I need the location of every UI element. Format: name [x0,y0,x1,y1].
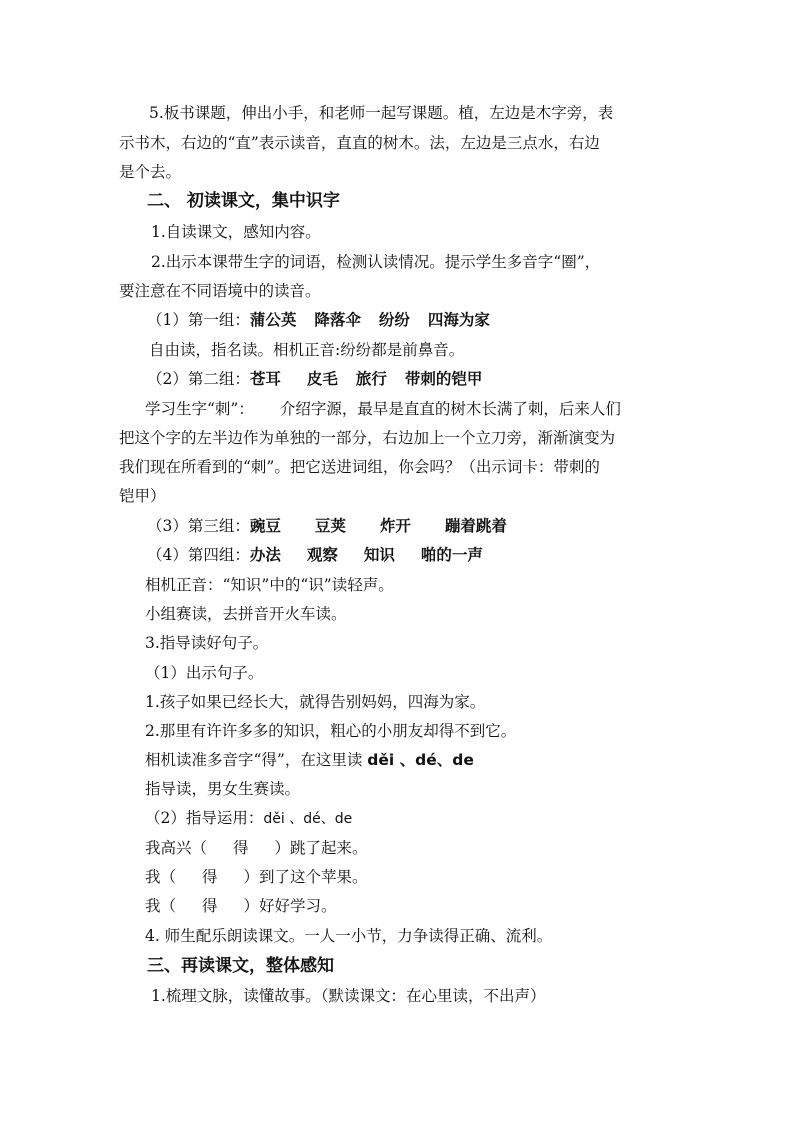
pinyin-readings: děi 、dé、de [367,751,474,769]
paragraph-line [145,808,352,829]
paragraph-line: 铠甲） [119,487,166,505]
paragraph-line: 5.板书课题，伸出小手，和老师一起写课题。植，左边是木字旁，表 [149,104,614,122]
paragraph-line: 示书木，右边的“直”表示读音，直直的树木。法，左边是三点水，右边 [119,134,600,152]
word-group-2 [147,369,482,389]
paragraph-line: 4. 师生配乐朗读课文。一人一小节，力争读得正确、流利。 [145,927,553,945]
text-run: 我（ [145,897,177,915]
blank-answer: 得 [233,839,249,857]
fill-in-sentence [145,838,368,858]
vocab-word: 四海为家 [427,310,490,329]
vocab-word: 蒲公英 [249,310,297,329]
vocab-word: 豌豆 [249,516,281,535]
section-heading: 三、再读课文，整体感知 [147,956,334,976]
paragraph-line: 2.出示本课带生字的词语，检测认读情况。提示学生多音字“圈”， [151,253,601,271]
vocab-word: 豆荚 [314,516,346,535]
paragraph-line: 相机正音：“知识”中的“识”读轻声。 [145,576,394,594]
vocab-word: 旅行 [355,369,387,388]
vocab-word: 苍耳 [249,369,281,388]
paragraph-line: 我们现在所看到的“刺”。把它送进词组，你会吗？（出示词卡：带刺的 [119,458,600,476]
blank-answer: 得 [202,897,218,915]
text-run: 我（ [145,868,177,886]
paragraph-line: 指导读，男女生赛读。 [145,780,301,798]
paragraph-line: 3.指导读好句子。 [145,634,269,652]
vocab-word: 带刺的铠甲 [404,369,483,388]
fill-in-sentence [145,896,337,916]
text-run: ）到了这个苹果。 [243,868,368,886]
text-run: 相机读准多音字“得”，在这里读 [145,751,363,769]
paragraph-line: 1.梳理文脉，读懂故事。（默读课文：在心里读，不出声） [151,987,546,1005]
vocab-word: 纷纷 [378,310,410,329]
paragraph-line: 自由读，指名读。相机正音:纷纷都是前鼻音。 [149,341,465,359]
text-run: 我高兴（ [145,839,208,857]
pinyin-readings: děi 、dé、de [263,811,353,827]
vocab-word: 观察 [306,545,338,564]
vocab-word: 炸开 [379,516,411,535]
paragraph-line: 1.自读课文，感知内容。 [151,223,321,241]
group-label: （1）第一组： [147,311,250,329]
paragraph-line: （1）出示句子。 [145,664,264,682]
text-run: （2）指导运用： [145,809,264,827]
text-run: ）跳了起来。 [274,839,368,857]
group-label: （4）第四组： [147,546,250,564]
paragraph-line [145,399,621,419]
vocab-word: 皮毛 [306,369,338,388]
paragraph-line: 小组赛读，去拼音开火车读。 [145,605,347,623]
group-label: （2）第二组： [147,370,250,388]
paragraph-line: 是个去。 [119,163,182,181]
section-heading: 二、 初读课文，集中识字 [147,191,340,211]
vocab-word: 蹦着跳着 [444,516,507,535]
vocab-word: 办法 [249,545,281,564]
word-group-3 [147,516,507,536]
word-group-1 [147,310,490,330]
vocab-word: 知识 [363,545,395,564]
vocab-word: 啪的一声 [420,545,483,564]
text-run: ）好好学习。 [243,897,337,915]
paragraph-line: 把这个字的左半边作为单独的一部分，右边加上一个立刀旁，渐渐演变为 [119,429,616,447]
group-label: （3）第三组： [147,517,250,535]
paragraph-line: 要注意在不同语境中的读音。 [119,282,321,300]
text-run: 介绍字源，最早是直直的树木长满了刺，后来人们 [279,400,621,418]
blank-answer: 得 [202,868,218,886]
vocab-word: 降落伞 [314,310,361,329]
fill-in-sentence [145,867,368,887]
sentence-2: 2.那里有许许多多的知识，粗心的小朋友却得不到它。 [145,722,517,740]
word-group-4 [147,545,483,565]
sentence-1: 1.孩子如果已经长大，就得告别妈妈，四海为家。 [145,693,486,711]
text-run: 学习生字“刺”： [145,400,254,418]
paragraph-line [145,750,474,770]
